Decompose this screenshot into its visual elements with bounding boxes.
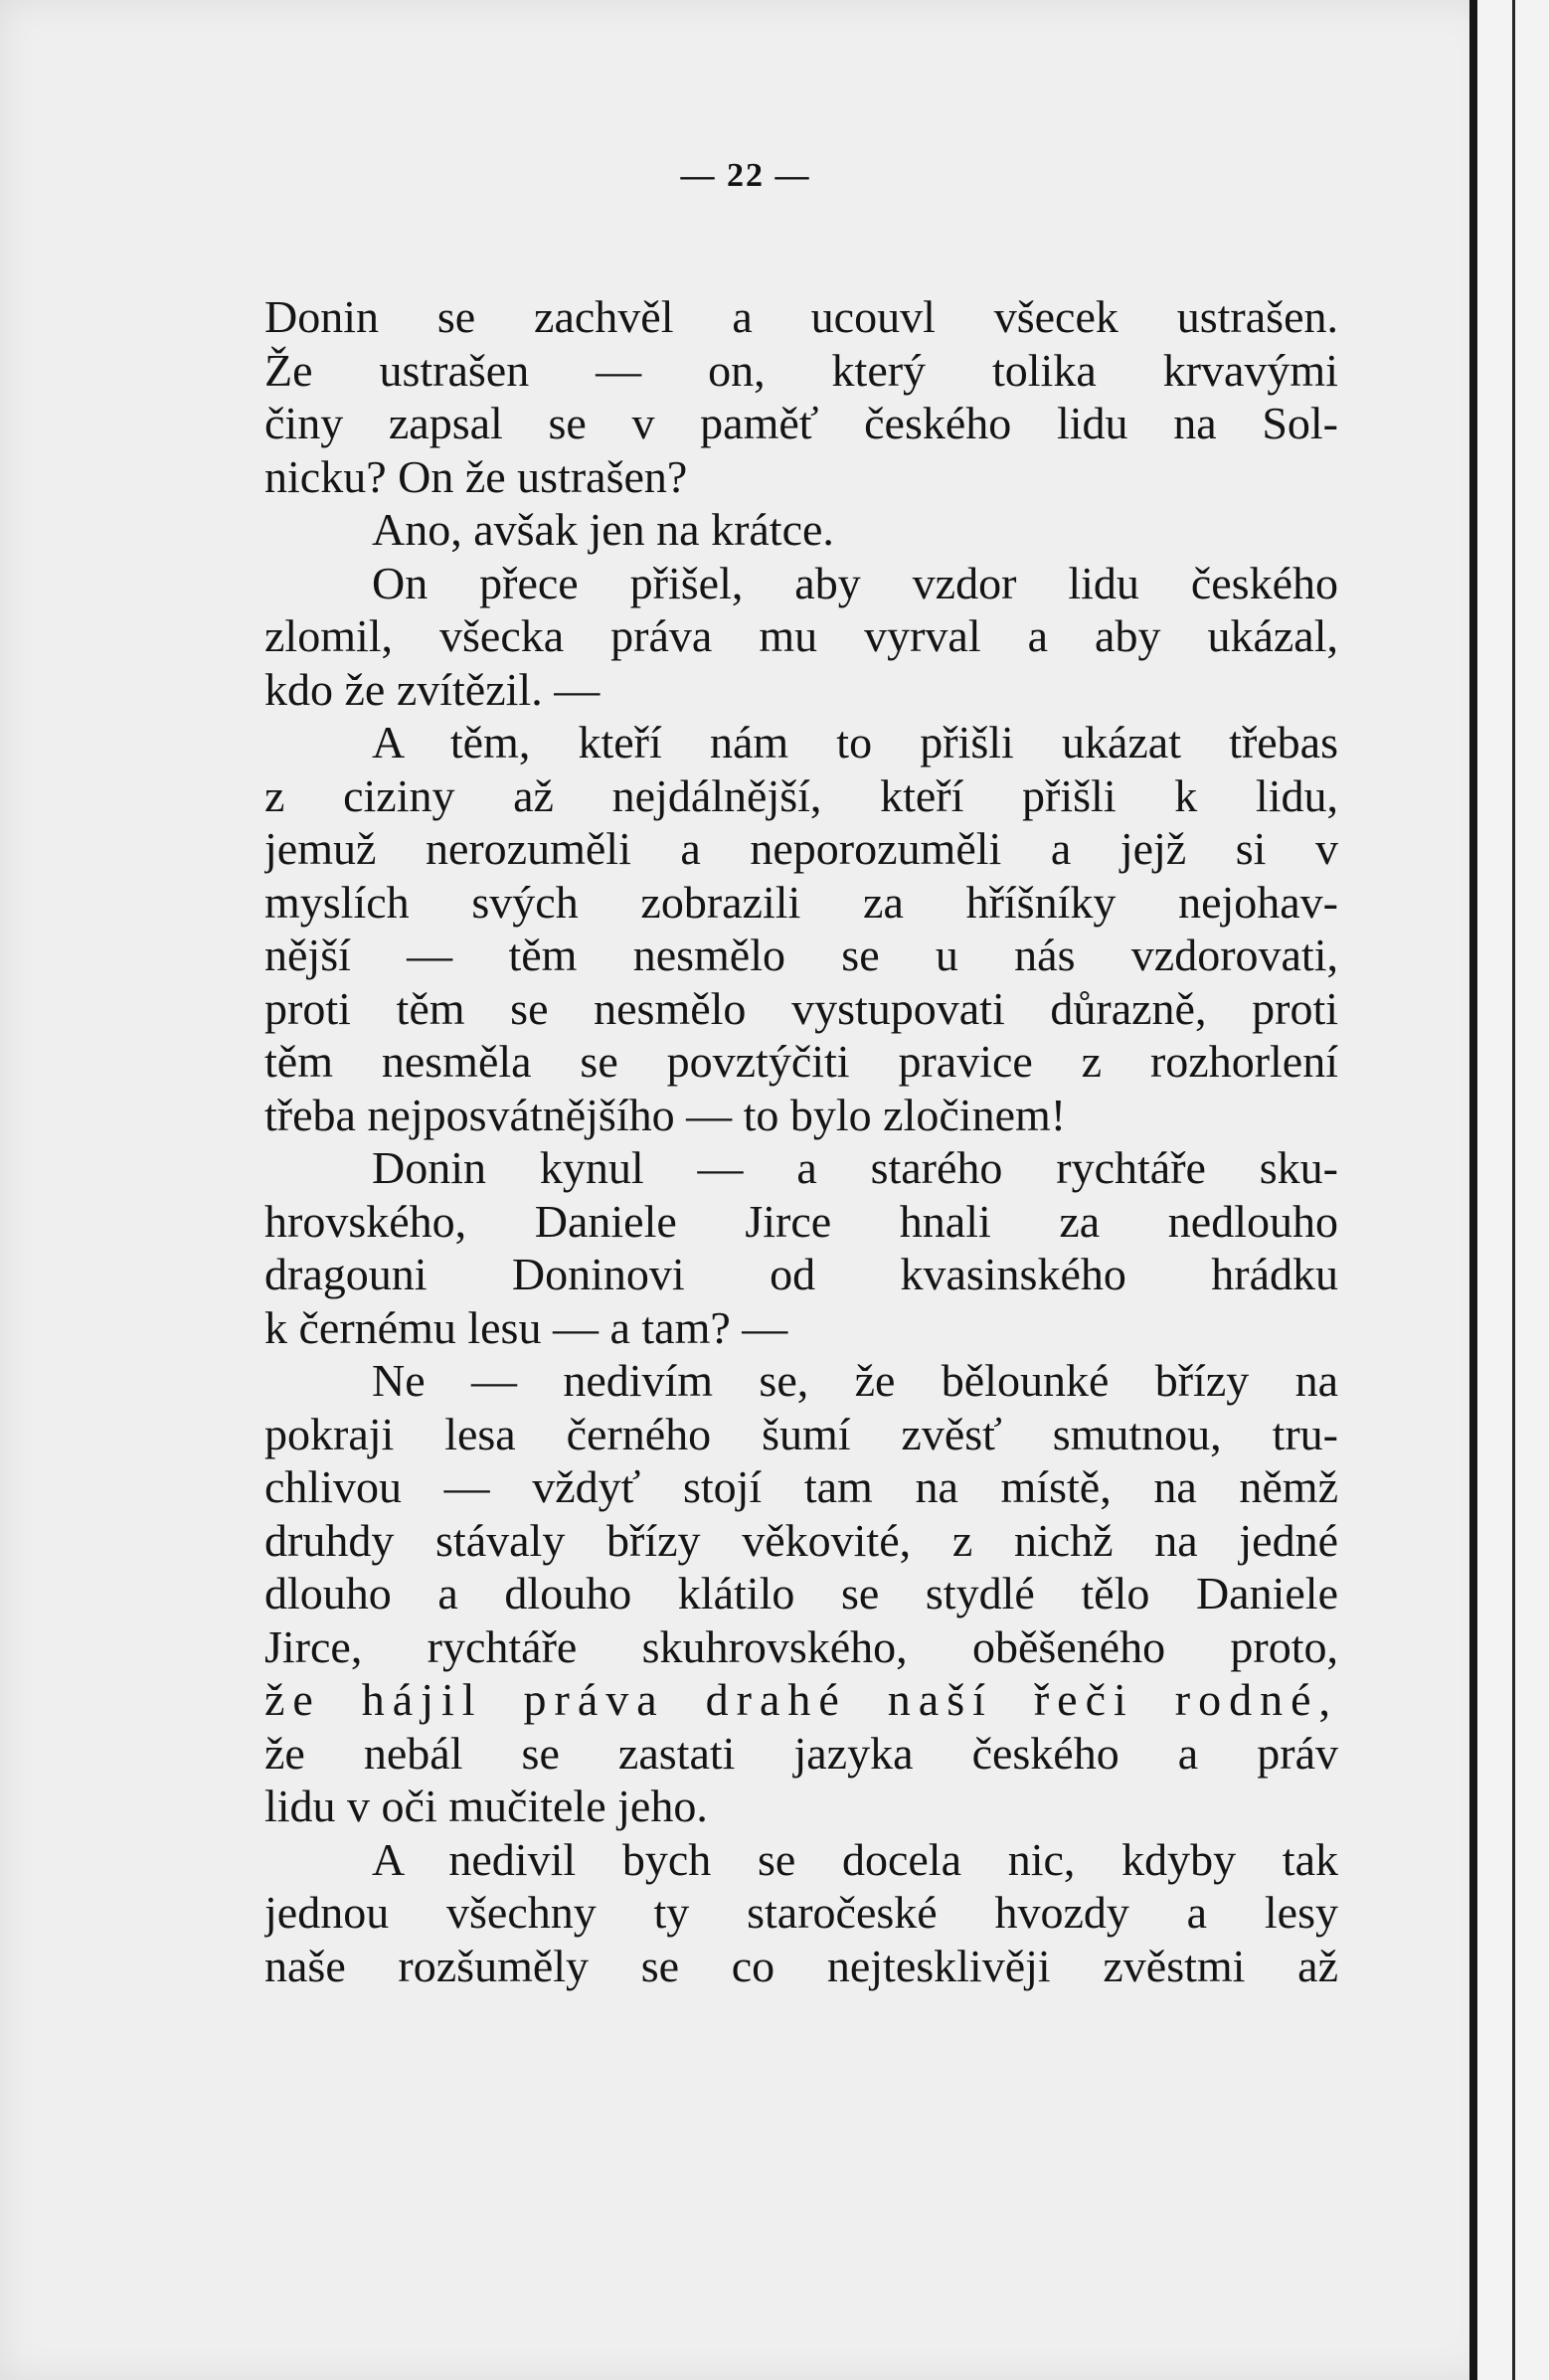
adjacent-page-edge-line (1512, 0, 1515, 2380)
text-line: že hájil práva drahé naší řeči rodné, (264, 1674, 1338, 1725)
text-line: nější — těm nesmělo se u nás vzdorovati, (264, 930, 1338, 980)
text-line: dragouni Doninovi od kvasinského hrádku (264, 1249, 1338, 1299)
text-line: Jirce, rychtáře skuhrovského, oběšeného proto, (264, 1620, 1338, 1672)
text-line: že nebál se zastati jazyka českého a práv (264, 1727, 1338, 1779)
text-line: A nedivil bych se docela nic, kdyby tak (372, 1833, 1338, 1885)
page-edge-shadow (1469, 0, 1477, 2380)
text-line: lidu v oči mučitele jeho. (264, 1781, 708, 1831)
text-line: jemuž nerozuměli a neporozuměli a jejž si v (264, 823, 1338, 874)
body-text (264, 290, 1338, 1992)
text-line: proti těm se nesmělo vystupovati důrazně, proti (264, 982, 1338, 1034)
text-line: třeba nejposvátnějšího — to bylo zločinem! (264, 1089, 1067, 1140)
text-line: k černému lesu — a tam? — (264, 1301, 788, 1353)
text-line: Donin kynul — a starého rychtáře sku- (372, 1142, 1338, 1193)
text-line: A těm, kteří nám to přišli ukázat třebas (372, 717, 1338, 767)
text-line: z ciziny až nejdálnější, kteří přišli k lidu, (264, 769, 1338, 821)
text-line: On přece přišel, aby vzdor lidu českého (372, 557, 1338, 608)
text-line: hrovského, Daniele Jirce hnali za nedlouho (264, 1195, 1338, 1247)
text-line: dlouho a dlouho klátilo se stydlé tělo Daniele (264, 1568, 1338, 1618)
text-line: jednou všechny ty staročeské hvozdy a lesy (264, 1887, 1338, 1938)
text-line: těm nesměla se povztýčiti pravice z rozhorlení (264, 1036, 1338, 1087)
text-line: Že ustrašen — on, který tolika krvavými (264, 344, 1338, 396)
text-line: druhdy stávaly břízy věkovité, z nichž na jedné (264, 1514, 1338, 1566)
text-line: naše rozšuměly se co nejtesklivěji zvěstmi až (264, 1940, 1338, 1991)
text-line: myslích svých zobrazili za hříšníky nejohav- (264, 876, 1338, 928)
text-line: činy zapsal se v paměť českého lidu na Sol- (264, 398, 1338, 448)
text-line: Ne — nedivím se, že bělounké břízy na (372, 1355, 1338, 1406)
page-number: — 22 — (680, 157, 811, 194)
text-line: pokraji lesa černého šumí zvěsť smutnou, tru- (264, 1408, 1338, 1459)
text-line: kdo že zvítězil. — (264, 663, 601, 715)
text-line: nicku? On že ustrašen? (264, 450, 688, 502)
text-line: zlomil, všecka práva mu vyrval a aby ukázal, (264, 610, 1338, 661)
text-line: Donin se zachvěl a ucouvl všecek ustrašen. (264, 291, 1338, 342)
text-line: chlivou — vždyť stojí tam na místě, na němž (264, 1461, 1338, 1512)
text-line: Ano, avšak jen na krátce. (372, 504, 834, 555)
